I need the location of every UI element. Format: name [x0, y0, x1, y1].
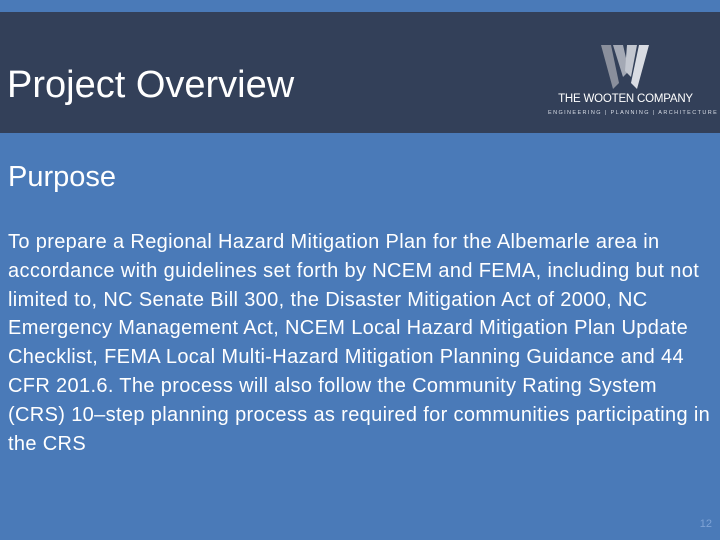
company-logo	[548, 45, 719, 125]
purpose-paragraph: To prepare a Regional Hazard Mitigation Plan for the Albemarle area in accordance with guidelines set forth by NCEM and FEMA, including but not limited to, NC Senate Bill 300, the Disaster Mitigation Act of 2000, NC Emergency Management Act, NCEM Local Hazard Mitigation Plan Update Checklist, FEMA Local Multi-Hazard Mitigation Planning Guidance and 44 CFR 201.6. The process will also follow the Community Rating System (CRS) 10–step planning process as required for communities participating in the CRS	[8, 231, 711, 455]
section-heading: Purpose	[8, 161, 117, 193]
logo-company-name: THE WOOTEN COMPANY	[558, 93, 693, 105]
w-logo-icon	[601, 45, 649, 89]
top-strip	[0, 0, 720, 12]
page-number: 12	[699, 518, 712, 530]
slide-title: Project Overview	[7, 64, 295, 106]
logo-tagline: ENGINEERING | PLANNING | ARCHITECTURE	[548, 110, 719, 116]
title-bar	[0, 12, 720, 133]
